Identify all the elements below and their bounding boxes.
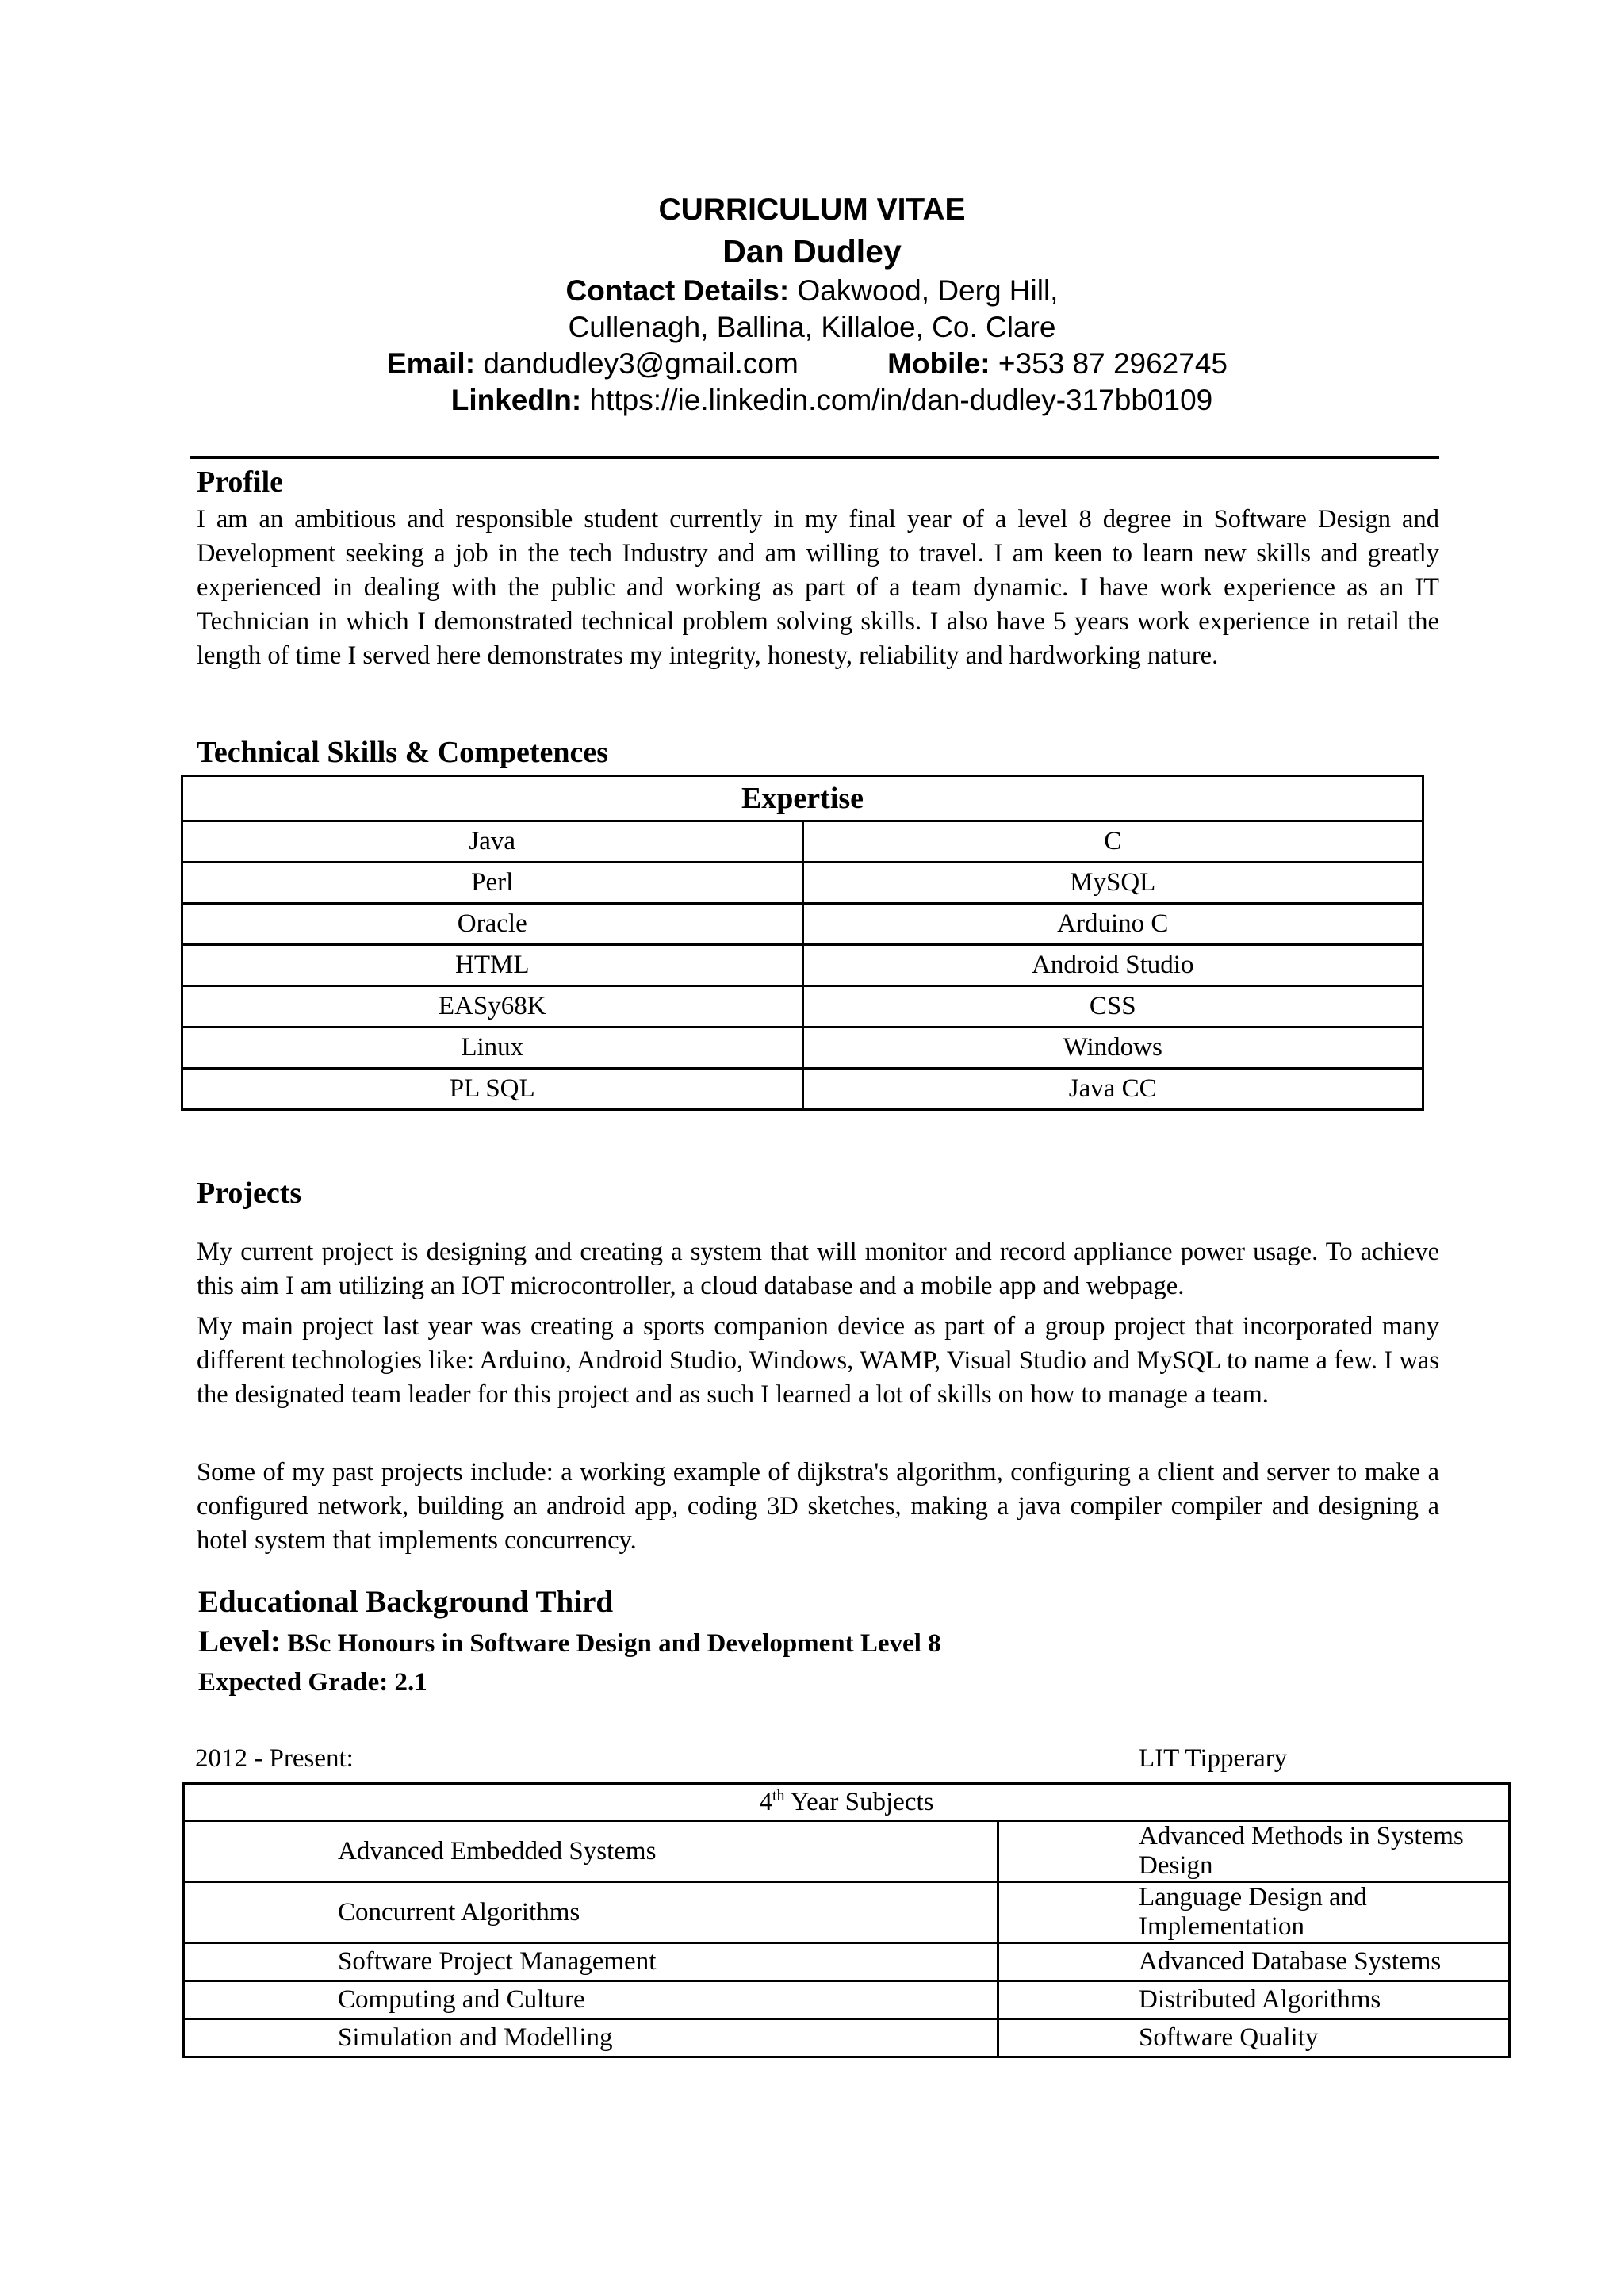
contact-address: Oakwood, Derg Hill, — [789, 274, 1059, 307]
year-ordinal: th — [772, 1787, 785, 1804]
skill-cell: HTML — [182, 945, 803, 986]
education-period-row — [195, 1744, 1305, 1774]
skill-cell: Android Studio — [802, 945, 1423, 986]
mobile-number: +353 87 2962745 — [990, 347, 1228, 380]
document-title: CURRICULUM VITAE — [658, 193, 966, 227]
subject-cell: Advanced Embedded Systems — [184, 1821, 998, 1882]
skill-cell: CSS — [802, 986, 1423, 1027]
skill-cell: Perl — [182, 863, 803, 904]
cv-header — [0, 190, 1624, 419]
skill-cell: Java CC — [802, 1069, 1423, 1110]
mobile-label: Mobile: — [887, 347, 990, 380]
institution-name: LIT Tipperary — [1139, 1744, 1288, 1773]
skills-table-header: Expertise — [182, 776, 1423, 821]
subject-cell: Software Quality — [998, 2019, 1510, 2057]
skills-table — [181, 775, 1424, 1111]
skill-cell: Java — [182, 821, 803, 863]
skill-cell: C — [802, 821, 1423, 863]
linkedin-link[interactable]: https://ie.linkedin.com/in/dan-dudley-317bb0109 — [581, 384, 1213, 416]
linkedin-label: LinkedIn: — [450, 384, 582, 416]
skill-cell: Linux — [182, 1027, 803, 1069]
contact-address-line1 — [0, 273, 1624, 309]
subject-cell: Simulation and Modelling — [184, 2019, 998, 2057]
table-row — [184, 1981, 1510, 2019]
table-row — [184, 1943, 1510, 1981]
expected-grade: Expected Grade: 2.1 — [198, 1668, 427, 1697]
subject-cell: Concurrent Algorithms — [184, 1882, 998, 1943]
subject-cell: Advanced Database Systems — [998, 1943, 1510, 1981]
projects-paragraph-2: My main project last year was creating a sports companion device as part of a group project that incorporated many different technologies like: Arduino, Android Studio, Windows, WAMP, Visual Studio and MySQL to name a few. I was the designated team leader for this project and as such I learned a lot of skills on how to manage a team. — [197, 1312, 1439, 1409]
skill-cell: EASy68K — [182, 986, 803, 1027]
contact-label: Contact Details: — [565, 274, 790, 307]
education-level — [198, 1624, 941, 1659]
subject-cell: Language Design and Implementation — [998, 1882, 1510, 1943]
table-row — [182, 863, 1423, 904]
skill-cell: Oracle — [182, 904, 803, 945]
table-row — [184, 2019, 1510, 2057]
table-row — [182, 1069, 1423, 1110]
skill-cell: Arduino C — [802, 904, 1423, 945]
projects-paragraph-1: My current project is designing and creating a system that will monitor and record appliance power usage. To achieve this aim I am utilizing an IOT microcontroller, a cloud database and a mobile app and webpage. — [197, 1238, 1439, 1300]
subject-cell: Software Project Management — [184, 1943, 998, 1981]
linkedin-row — [40, 382, 1624, 419]
skill-cell: PL SQL — [182, 1069, 803, 1110]
skill-cell: Windows — [802, 1027, 1423, 1069]
table-row — [182, 904, 1423, 945]
header-divider — [190, 456, 1439, 459]
subjects-header-text: Year Subjects — [784, 1788, 934, 1816]
projects-paragraph-3: Some of my past projects include: a working example of dijkstra's algorithm, configuring a client and server to make a configured network, building an android app, coding 3D sketches, making a java compiler compiler and designing a hotel system that implements concurrency. — [197, 1458, 1439, 1555]
education-heading: Educational Background Third — [198, 1585, 614, 1619]
table-row — [182, 986, 1423, 1027]
projects-heading: Projects — [197, 1177, 302, 1210]
table-row — [182, 821, 1423, 863]
table-row — [182, 1027, 1423, 1069]
level-label: Level: — [198, 1624, 281, 1659]
email-link[interactable]: dandudley3@gmail.com — [475, 347, 799, 380]
email-label: Email: — [387, 347, 476, 380]
subject-cell: Computing and Culture — [184, 1981, 998, 2019]
subject-cell: Distributed Algorithms — [998, 1981, 1510, 2019]
table-row — [182, 945, 1423, 986]
skills-heading: Technical Skills & Competences — [197, 736, 608, 769]
education-period: 2012 - Present: — [195, 1744, 354, 1773]
subjects-table — [182, 1782, 1511, 2058]
contact-address-line2: Cullenagh, Ballina, Killaloe, Co. Clare — [568, 311, 1056, 343]
subjects-table-header — [184, 1784, 1510, 1821]
table-row — [184, 1882, 1510, 1943]
skill-cell: MySQL — [802, 863, 1423, 904]
subject-cell: Advanced Methods in Systems Design — [998, 1821, 1510, 1882]
profile-heading: Profile — [197, 465, 284, 499]
table-row — [184, 1821, 1510, 1882]
profile-text: I am an ambitious and responsible student currently in my final year of a level 8 degree in Software Design and Development seeking a job in the tech Industry and am willing to travel. I am keen to learn new skills and greatly experienced in dealing with the public and working as part of a team dynamic. I have work experience as an IT Technician in which I demonstrated technical problem solving skills. I also have 5 years work experience in retail the length of time I served here demonstrates my integrity, honesty, reliability and hardworking nature. — [197, 505, 1439, 670]
email-mobile-row — [0, 346, 1624, 382]
candidate-name: Dan Dudley — [722, 233, 902, 270]
year-number: 4 — [759, 1788, 772, 1816]
level-value: BSc Honours in Software Design and Development Level 8 — [280, 1629, 941, 1658]
